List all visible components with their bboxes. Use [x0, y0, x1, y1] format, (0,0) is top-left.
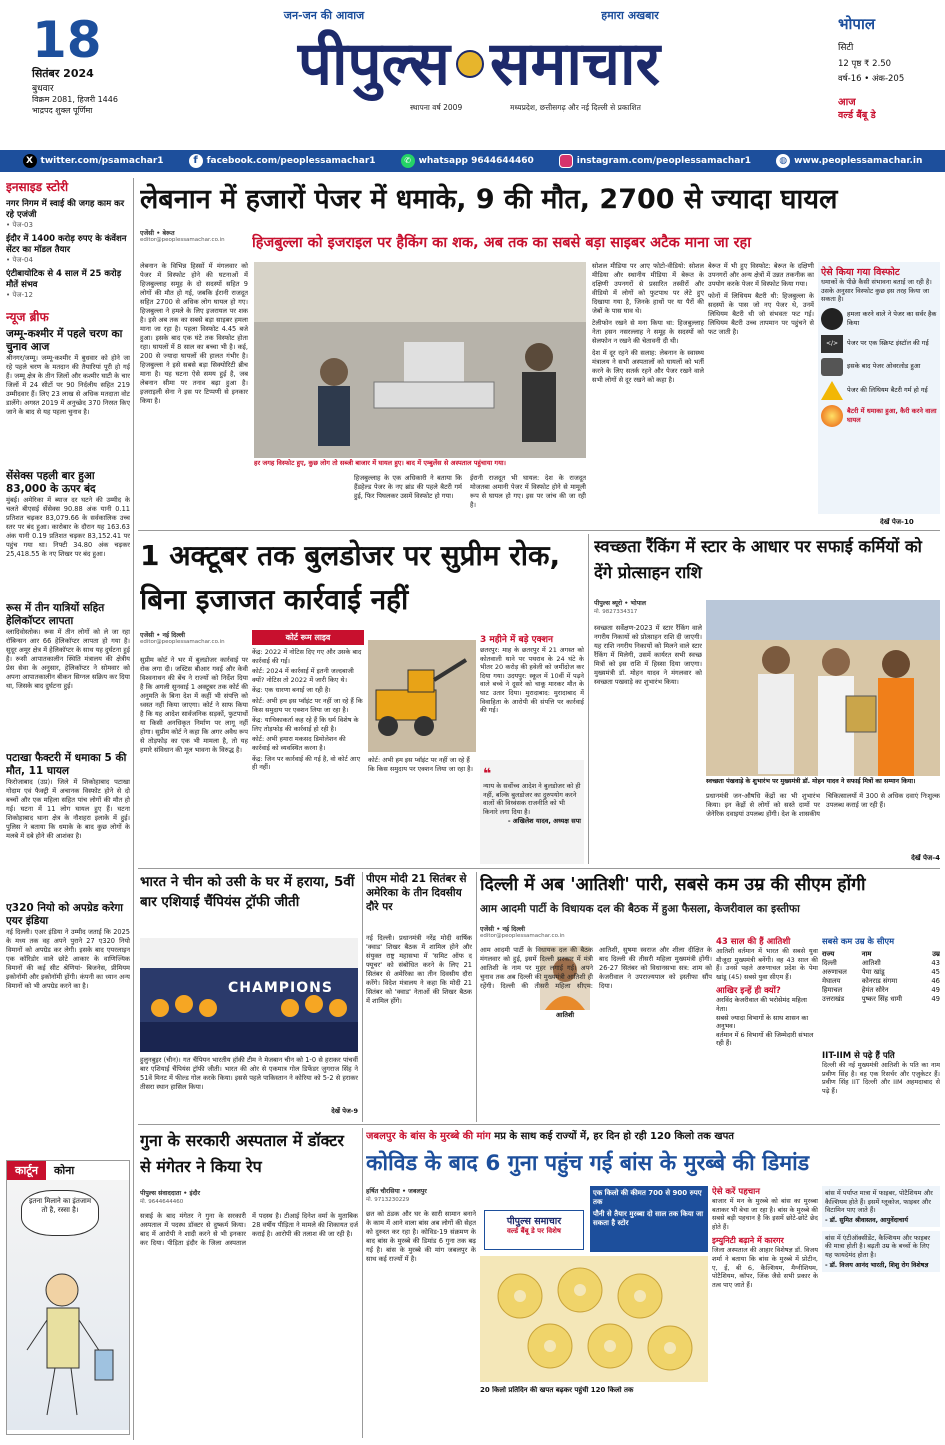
atishi-age-box — [716, 936, 818, 1118]
divider — [138, 530, 940, 531]
lead-photo — [254, 262, 586, 458]
byline-text: पीपुल्स ब्यूरो • भोपाल — [594, 600, 647, 607]
table-cell: मेघालय — [822, 977, 841, 985]
x-icon: X — [23, 154, 37, 168]
byline-phone: मो. 9644644460 — [140, 1199, 184, 1205]
brief-head: रूस में तीन यात्रियों सहित हेलिकॉप्टर लापता — [6, 602, 105, 627]
action-body: छतरपुर: माह के छतरपुर में 21 अगस्त को कोतवाली थाने पर पथराव के 24 घंटे के भीतर 20 करोड़ की हवेली को जमींदोज कर दिया गया। उदयपुर: स्कूल में 10वीं में पढ़ने वाले बच्चे ने दूसरे को चाकू मारकर मौत के घाट उतार दिया। मुरादाबाद: मुरादाबाद में विवाहिता के आरोपी की संपत्ति पर कार्रवाई की गई। — [480, 646, 584, 715]
explainer-box — [818, 262, 940, 514]
lead-byline — [140, 228, 248, 258]
iit-box — [822, 1050, 940, 1120]
tithi: भाद्रपद शुक्ल पूर्णिमा — [32, 106, 93, 115]
divider — [476, 872, 477, 1122]
brief-item — [6, 602, 130, 746]
explainer-step-text: पेजर की लिथियम बैटरी गर्म हो गई — [847, 385, 928, 394]
age-title: 43 साल की हैं आतिशी — [716, 937, 791, 947]
brief-item — [6, 328, 130, 464]
inside-item[interactable] — [6, 234, 130, 265]
doctor-quote-author: - डॉ. सुमित श्रीवास्तव, आयुर्वेदाचार्य — [825, 1216, 909, 1224]
newspaper-title — [178, 24, 780, 104]
hockey-photo — [140, 938, 358, 1052]
byline-text: हर्षित चौरसिया • जबलपुर — [366, 1188, 427, 1195]
bulldozer-byline — [140, 630, 250, 652]
brief-head: ए320 नियो को अपग्रेड करेगा एयर इंडिया — [6, 902, 124, 927]
instagram-icon — [559, 154, 573, 168]
table-header: उम्र — [932, 950, 940, 958]
sidebar-divider — [133, 178, 134, 1440]
court-live-item: कोर्ट: 2024 में कार्रवाई में इतनी जल्दबाजी क्यों? नोटिस तो 2022 में जारी किए थे। — [252, 667, 354, 684]
lead-col5-item: देश में दूर रहने की सलाह: लेबनान के स्वास्थ्य मंत्रालय ने सभी अस्पतालों को घायलों को भर्ती करने के लिए सतर्क रहने और पेजर रखने वाले सभी लोगों से दूर रखने को कहा है। — [592, 349, 704, 384]
lead-col6 — [708, 262, 814, 512]
bamboo-price-box — [590, 1186, 708, 1252]
bamboo-stamp — [484, 1210, 584, 1250]
social-facebook-label: facebook.com/peoplessamachar1 — [206, 156, 376, 166]
inside-item-page: • पेज-04 — [6, 256, 33, 264]
table-cell: हेमंत सोरेन — [861, 986, 889, 994]
social-facebook[interactable] — [189, 154, 376, 168]
cartoon-corner: कोना — [53, 1164, 75, 1177]
cartoon-figure-icon — [7, 1250, 130, 1430]
doctor-quote-text: बांस में एंटीऑक्सीडेंट, कैल्शियम और फाइबर की मात्रा होती है। बढ़ती उम्र के बच्चों के लिए यह फायदेमंद होता है। — [825, 1233, 931, 1259]
court-live-item: कोर्ट: अभी हम इस प्वॉइंट पर नहीं जा रहे हैं कि किस समुदाय पर एक्शन लिया जा रहा है। — [368, 756, 473, 773]
social-website-label: www.peoplessamachar.in — [794, 156, 923, 166]
why-item: वर्तमान में 6 विभागों की जिम्मेदारी संभाल रही हैं। — [716, 1030, 814, 1048]
inside-story-title: इनसाइड स्टोरी — [6, 180, 69, 194]
immunity-title: इम्युनिटी बढ़ाने में कारगर — [712, 1236, 784, 1246]
cartoon-box — [6, 1160, 130, 1435]
founded-year: स्थापना वर्ष 2009 — [410, 103, 463, 112]
box-item: पौनी से तैयार मुरब्बा दो साल तक किया जा सकता है स्टोर — [593, 1210, 704, 1227]
brief-item — [6, 752, 130, 896]
byline-text: एजेंसी • नई दिल्ली — [480, 926, 525, 933]
social-bar — [0, 150, 945, 172]
divider — [362, 1128, 363, 1438]
brief-body: नई दिल्ली। एअर इंडिया ने उम्मीद जताई कि 2025 के मध्य तक वह अपने पुराने 27 ए320 नियो विमानों को अपग्रेड कर लेगी। इसके बाद एयरलाइन एक कॉरिडोर वाले छोटे आकार के वाणिज्यिक विमानों की कई सीट श्रेणियां- बिजनेस, प्रीमियम इकोनॉमी और इकोनॉमी होंगी। कंपनी का ध्यान अन्य विमानों को भी अपग्रेड करने का है। — [6, 928, 130, 990]
court-live-item: केंद्र: जिन पर कार्रवाई की गई है, वो कोर्ट आए ही नहीं। — [252, 754, 361, 772]
lead-col5 — [592, 262, 704, 532]
explainer-title: ऐसे किया गया विस्फोट — [821, 267, 900, 278]
explainer-step — [821, 405, 937, 427]
modi-body: नई दिल्ली। प्रधानमंत्री नरेंद्र मोदी वार्षिक 'क्वाड' शिखर बैठक में शामिल होने और संयुक्त राष्ट्र महासभा में 'समिट ऑफ द फ्यूचर' को संबोधित करने के लिए 21 सितंबर से अमेरिका का तीन दिवसीय दौरा करेंगे। विदेश मंत्रालय ने कहा कि मोदी 21 सितंबर को 'क्वाड' नेताओं की शिखर बैठक में शामिल होंगे। — [366, 934, 472, 1005]
table-row — [822, 967, 940, 976]
edition-block — [838, 14, 938, 134]
slogan-left: जन-जन की आवाज — [283, 9, 365, 22]
atishi-headline: दिल्ली में अब 'आतिशी' पारी, सबसे कम उम्र की सीएम होंगी — [480, 875, 866, 895]
lead-col5-item: सोशल मीडिया पर आए फोटो-वीडियो: सोशल मीडिया और स्थानीय मीडिया में बेरूत के दक्षिणी उपनगरों से प्रसारित तस्वीरों और वीडियो में लोगों को फुटपाथ पर लेटे हुए दिखाया गया है, जिनके हाथों पर या पैरों की जेबों के पास घाव थे। — [592, 262, 704, 315]
bamboo-doctor-quotes — [822, 1186, 940, 1438]
table-cell: हिमाचल — [822, 986, 843, 994]
inside-item-text: एंटीबायोटिक से 4 साल में 25 करोड़ मौतें संभव — [6, 269, 122, 290]
brief-body: व्लादिवोस्तोक। रूस में तीन लोगों को ले जा रहा रॉबिन्सन आर 66 हेलिकॉप्टर लापता हो गया है। सुदूर अमूर क्षेत्र में हेलिकॉप्टर के साथ यह दुर्घटना हुई है। रूसी आपातकालीन स्थिति मंत्रालय की क्षेत्रीय प्रेस सेवा के अनुसार, हेलिकॉप्टर ने सोमवार को अपना आपातकालीन बीकन सिग्नल सक्रिय कर दिया था, जिसके बाद दुर्घटना हुई। — [6, 628, 130, 690]
bamboo-kicker-rest: मप्र के साथ कई राज्यों में, हर दिन हो रही 120 किलो तक खपत — [494, 1131, 734, 1142]
bulldozer-headline: 1 अक्टूबर तक बुलडोजर पर सुप्रीम रोक, बिना इजाजत कार्रवाई नहीं — [140, 539, 561, 616]
explainer-intro: धमाकों के पीछे कैसी संभावना बताई जा रही है। उसके अनुसार विस्फोट कुछ इस तरह किया जा सकता है। — [821, 278, 932, 303]
cm-table — [822, 949, 940, 1003]
city-name: भोपाल — [838, 15, 876, 33]
modi-headline: पीएम मोदी 21 सितंबर से अमेरिका के तीन दिवसीय दौरे पर — [366, 873, 467, 913]
whatsapp-icon: ✆ — [401, 154, 415, 168]
action-title: 3 महीने में बड़े एक्शन — [480, 635, 553, 645]
court-live-title: कोर्ट रूम लाइव — [252, 630, 364, 645]
cartoon-drawing — [7, 1180, 129, 1430]
quote-text: न्याय के सर्वोच्च आदेश ने बुलडोजर को ही नहीं, बल्कि बुलडोजर का दुरुपयोग करने वालों की विध्वंसक राजनीति को भी किनारे लगा दिया है। — [483, 782, 581, 816]
weekday: बुधवार — [32, 84, 54, 94]
bamboo-identity — [712, 1186, 818, 1438]
explainer-step — [821, 358, 937, 376]
divider — [138, 1124, 940, 1125]
table-cell: दिल्ली — [822, 959, 837, 967]
inside-item-text: ईदौर में 1400 करोड़ रुपए के कंवेंशन सेंटर का मॉडल तैयार — [6, 234, 127, 255]
title-part2: समाचार — [489, 29, 661, 99]
logo-emblem-icon — [456, 50, 484, 78]
table-cell: 49 — [931, 994, 940, 1003]
edition-name: सिटी — [838, 43, 854, 53]
byline-email: editor@peoplessamachar.co.in — [480, 933, 565, 939]
brief-head: जम्मू-कश्मीर में पहले चरण का चुनाव आज — [6, 328, 123, 353]
date-month-year: सितंबर 2024 — [32, 67, 94, 80]
lead-headline: लेबनान में हजारों पेजर में धमाके, 9 की मौत, 2700 से ज्यादा घायल — [140, 184, 838, 215]
table-row — [822, 958, 940, 967]
year-issue: वर्ष-16 • अंक-205 — [838, 74, 905, 84]
bulldozer-body: सुप्रीम कोर्ट ने भर में बुलडोजर कार्रवाई पर रोक लगा दी। जस्टिस बीआर गवई और केवी विश्वनाथन की बेंच ने राज्यों को निर्देश दिया है कि अगली सुनवाई 1 अक्टूबर तक कोर्ट की अनुमति के बिना देश में कहीं भी संपत्ति को ध्वस्त नहीं किया जाएगा। कोर्ट ने साफ किया है कि यह आदेश सार्वजनिक सड़कों, फुटपाथों या किसी अनधिकृत निर्माण पर लागू नहीं होगा। सुप्रीम कोर्ट ने कहा कि अगर अवैध रूप से तोड़फोड़ का एक भी मामला है, तो यह हमारे संविधान की मूल भावना के विरुद्ध है। — [140, 656, 248, 754]
explainer-step — [821, 381, 937, 400]
cleanliness-byline — [594, 598, 704, 618]
stamp-title: पीपुल्स समाचार — [506, 1216, 562, 1227]
byline-text: पीपुल्स संवाददाता • इंदौर — [140, 1190, 201, 1197]
inside-item-page: • पेज-03 — [6, 221, 33, 229]
facebook-icon: f — [189, 154, 203, 168]
table-row — [822, 976, 940, 985]
slogan-right: हमारा अखबार — [601, 9, 659, 22]
lead-photo-scene-icon — [254, 262, 586, 458]
table-cell: आतिशी — [861, 959, 881, 967]
iit-body: दिल्ली की नई मुख्यमंत्री आतिशी के पति का नाम प्रवीण सिंह है। वह एक रिसर्चर और एजुकेटर हैं। प्रवीण सिंह IIT दिल्ली और IIM अहमदाबाद से पढ़े हैं। — [822, 1061, 940, 1095]
lead-body-col1: लेबनान के विभिन्न हिस्सों में मंगलवार को पेजर में विस्फोट होने की घटनाओं में हिजबुल्लाह समूह के दो सदस्यों सहित 9 लोगों की मौत हो गई, जबकि ईरानी राजदूत सहित 2700 से अधिक लोग घायल हो गए। हिजबुल्ला ने हमले के लिए इजरायल पर शक है। इसे अब तक का सबसे बड़ा साइबर हमला माना जा रहा है। पहला विस्फोट 4.45 बजे हुआ। इसके बाद एक घंटे तक विस्फोट होता रहा। घायलों में 8 साल का बच्चा भी है। कई, 200 से ज्यादा घायलों की हालत गंभीर है। हिजबुल्ला ने इसे सबसे बड़ा सिक्योरिटी ब्रीच माना है। यह घटना ऐसे समय हुई है, जब लेबनान सीमा पर तनाव बढ़ा हुआ है। इजराइली सेना ने इस पर टिप्पणी से इनकार किया है। — [140, 262, 248, 405]
pager-icon — [821, 358, 843, 376]
atishi-subhead: आम आदमी पार्टी के विधायक दल की बैठक में हुआ फैसला, केजरीवाल का इस्तीफा — [480, 903, 800, 915]
bamboo-photo — [480, 1256, 708, 1382]
lead-body-col4: ईरानी राजदूत भी घायल: देश के राजदूत मोजतबा अमानी पेजर में विस्फोट होने से मामूली रूप से घायल हो गए। इस पर जांच की जा रही है। — [470, 474, 586, 509]
quote-box — [480, 760, 584, 864]
social-twitter[interactable] — [23, 154, 164, 168]
social-whatsapp-label: whatsapp 9644644460 — [418, 156, 534, 166]
byline-phone: मो. 9827334317 — [594, 609, 638, 615]
lead-continued: देखें पेज-10 — [880, 518, 914, 526]
table-header: नाम — [861, 950, 872, 958]
guna-byline — [140, 1188, 358, 1208]
doctor-quote — [822, 1186, 940, 1227]
explosion-icon — [821, 405, 843, 427]
why-item: अरविंद केजरीवाल की भरोसेमंद महिला नेता। — [716, 996, 807, 1013]
divider — [588, 534, 589, 864]
byline-phone: मो. 9713230229 — [366, 1197, 410, 1203]
lead-col6-item: बेरूत में भी हुए विस्फोट: बेरूत के दक्षिणी उपनगरों और अन्य क्षेत्रों में उन्नत तकनीक का उपयोग करके पेजर में विस्फोट किया गया। — [708, 262, 814, 288]
byline-email: editor@peoplessamachar.co.in — [140, 237, 225, 243]
age-body: आतिशी वर्तमान में भारत की सबसे युवा मौजूदा मुख्यमंत्री बनेंगी। वह 43 साल की हैं। उनसे पहले अरुणाचल प्रदेश के पेमा खांडू (45) सबसे युवा सीएम हैं। — [716, 947, 818, 981]
divider — [362, 872, 363, 1122]
identity-title: ऐसे करें पहचान — [712, 1187, 761, 1197]
lead-col5-item: टेलीफोन रखने से मना किया था: हिजबुल्लाह नेता हसन नसरल्लाह ने समूह के सदस्यों को सेलफोन न रखने की चेतावनी दी थी। — [592, 319, 704, 345]
cleanliness-headline: स्वच्छता रैंकिंग में स्टार के आधार पर सफाई कर्मियों को देंगे प्रोत्साहन राशि — [594, 537, 922, 582]
table-cell: पेमा खांडू — [861, 968, 885, 976]
doctor-quote-author: - डॉ. विजय आनंद भारती, शिशु रोग विशेषज्ञ — [825, 1261, 929, 1269]
brief-head: सेंसेक्स पहली बार हुआ 83,000 के ऊपर बंद — [6, 470, 96, 495]
youngest-cm-table — [822, 936, 940, 1044]
table-cell: कोनराड संगमा — [861, 977, 898, 985]
cleanliness-continued: देखें पेज-4 — [911, 854, 940, 862]
bulldozer-icon — [368, 640, 476, 752]
inside-item-text: नगर निगम में स्वाई की जगह काम कर रहे एजंजी — [6, 199, 125, 220]
doctor-quote-text: बांस में पर्याप्त मात्रा में फाइबर, पोटैशियम और कैल्शियम होते हैं। इसमें ग्लूकोज, फाइबर और विटामिन पाए जाते हैं। — [825, 1189, 933, 1215]
court-live-item: केंद्र: 2022 में नोटिस दिए गए और उसके बाद कार्रवाई की गई। — [252, 648, 362, 665]
masthead — [0, 0, 945, 150]
warning-icon — [821, 381, 843, 400]
identity-body: बाजार में मन के मुरब्बे को बांस का मुरब्बा बताकर भी बेचा जा रहा है। बांस के मुरब्बे की सबसे बड़ी पहचान है कि इसमें छोटे-छोटे छेद होते हैं। — [712, 1197, 818, 1231]
table-cell: 45 — [931, 967, 940, 976]
hockey-banner: CHAMPIONS — [228, 980, 333, 996]
brief-body: श्रीनगर/जम्मू। जम्मू-कश्मीर में बुधवार को होने जा रहे पहले चरण के मतदान की तैयारियां पूरी हो गई हैं। जम्मू क्षेत्र के तीन जिलों और कश्मीर घाटी के चार जिलों में 24 सीटों पर 90 निर्दलीय सहित 219 उम्मीदवार हैं। लिए 23 लाख से अधिक मतदाता वोट डालेंगे। अगस्त 2019 में अनुच्छेद 370 निरस्त किए जाने के बाद से यह पहला चुनाव है। — [6, 354, 130, 416]
court-live-item: केंद्र: याचिकाकर्ता कह रहे हैं कि धर्म विशेष के लिए तोड़फोड़ की कार्रवाई हो रही है। — [252, 716, 359, 733]
lead-photo-caption: हर जगह विस्फोट हुए, कुछ लोग तो सब्जी बाजार में घायल हुए। बाद में एम्बुलेंस से अस्पताल पहुंचाया गया। — [254, 459, 506, 467]
bulldozer-body-col2 — [368, 756, 476, 864]
byline-email: editor@peoplessamachar.co.in — [140, 639, 225, 645]
vikram-hijri: विक्रम 2081, हिजरी 1446 — [32, 95, 118, 104]
published-from: मध्यप्रदेश, छत्तीसगढ़ और नई दिल्ली से प्रकाशित — [510, 103, 641, 112]
table-row — [822, 994, 940, 1003]
quote-icon: ❝ — [483, 766, 492, 782]
bamboo-byline — [366, 1186, 476, 1206]
explainer-step — [821, 335, 937, 353]
stamp-sub: वर्ल्ड बैंबू डे पर विशेष — [507, 1227, 561, 1235]
explainer-step-text: बैटरी में धमाका हुआ, कैरी करने वाला घायल — [847, 407, 937, 424]
box-item: एक किलो की कीमत 700 से 900 रुपए तक — [593, 1189, 702, 1206]
table-cell: पुष्कर सिंह धामी — [861, 995, 902, 1003]
why-title: आखिर इन्हें ही क्यों? — [716, 986, 781, 997]
brief-body: मुंबई। अमेरिका में ब्याज दर घटने की उम्मीद के चलते बीएसई सेंसेक्स 90.88 अंक यानी 0.11 प्रतिशत चढ़कर 83,079.66 के सर्वकालिक उच्च स्तर पर बंद हुआ। कारोबार के दौरान यह 163.63 अंक यानी 0.19 प्रतिशत चढ़कर 83,152.41 पर पहुंच गया था। निफ्टी 34.80 अंक चढ़कर 25,418.55 के नए शिखर पर बंद हुआ। — [6, 496, 130, 558]
immunity-body: जिला अस्पताल की आहार विशेषज्ञ डॉ. विजय शर्मा ने बताया कि बांस के मुरब्बे में प्रोटीन, ए, ई, बी 6, कैल्शियम, मैग्नीशियम, पोटैशियम, कॉपर, जिंक जैसे सभी प्रकार के तत्व पाए जाते हैं। — [712, 1246, 818, 1289]
bamboo-headline: कोविड के बाद 6 गुना पहुंच गई बांस के मुरब्बे की डिमांड — [366, 1151, 810, 1176]
news-brief-title: न्यूज ब्रीफ — [6, 310, 49, 324]
table-title: सबसे कम उम्र के सीएम — [822, 936, 895, 946]
byline-text: एजेंसी • नई दिल्ली — [140, 632, 185, 639]
explainer-step-text: इसके बाद पेजर ओवरलोड हुआ — [847, 362, 921, 371]
atishi-photo-caption: आतिशी — [555, 1011, 575, 1019]
cartoon-title: कार्टून — [7, 1161, 46, 1180]
hockey-headline: भारत ने चीन को उसी के घर में हराया, 5वीं बार एशियाई चैंपियंस ट्रॉफी जीती — [140, 874, 355, 910]
hockey-continued: देखें पेज-9 — [300, 1106, 358, 1115]
cartoon-bubble: इतना मिलाने का इंतजाम तो है, रस्सा है। — [21, 1190, 99, 1236]
hockey-body: हुलुनबुइर (चीन)। गत चैंपियन भारतीय हॉकी टीम ने मेजबान चीन को 1-0 से हराकर पांचवीं बार एशियाई चैंपियंस ट्रॉफी जीती। भारत की ओर से एकमात्र गोल डिफेंडर जुगराज सिंह ने 51वें मिनट में फील्ड गोल करके किया। इससे पहले पाकिस्तान ने कोरिया को 5-2 से हराकर तीसरा स्थान हासिल किया। — [140, 1056, 358, 1091]
bamboo-kicker-row — [366, 1128, 940, 1146]
title-part1: पीपुल्स — [297, 29, 450, 99]
bulldozer-photo — [368, 640, 476, 752]
table-cell: 46 — [931, 976, 940, 985]
code-icon: </> — [821, 335, 843, 353]
divider — [138, 868, 940, 869]
lead-body-col3: हिजबुल्लाह के एक अधिकारी ने बताया कि हैंडहेल्ड पेजर के नए ब्रांड की पहले बैटरी गर्म हुई, फिर पिघलकर उसमें विस्फोट हो गया। — [354, 474, 462, 500]
cleanliness-photo-caption: स्वच्छता पंखवाड़े के शुभारंभ पर मुख्यमंत्री डॉ. मोहन यादव ने सफाई मित्रों का सम्मान किया। — [706, 778, 916, 785]
explainer-step-text: पेजर पर एक स्क्रिप्ट इंस्टॉल की गई — [847, 339, 929, 348]
today-label: आज — [838, 97, 856, 108]
inside-item-page: • पेज-12 — [6, 291, 33, 299]
bamboo-photo-caption: 20 किलो प्रतिदिन की खपत बढ़कर पहुंची 120 किलो तक — [480, 1386, 634, 1394]
date-day: 18 — [32, 14, 102, 69]
cleanliness-body-right: प्रधानमंत्री जन-औषधि केंद्रों का भी शुभारंभ किया। इन केंद्रों से लोगों को सस्ते दामों पर जेनेरिक दवाइयां उपलब्ध होंगी। देश के शासकीय चिकित्सालयों में 300 से अधिक दवाएं निःशुल्क उपलब्ध कराई जा रही हैं। — [706, 792, 940, 818]
cleanliness-photo — [706, 600, 940, 776]
ceremony-scene-icon — [706, 600, 940, 776]
iit-title: IIT-IIM से पढ़े हैं पति — [822, 1051, 895, 1061]
table-cell: 43 — [931, 958, 940, 967]
today-event: वर्ल्ड बैंबू डे — [838, 110, 876, 121]
doctor-quote — [822, 1231, 940, 1272]
pages-price: 12 पृष्ठ ₹ 2.50 — [838, 59, 892, 69]
table-header: राज्य — [822, 950, 835, 958]
inside-item[interactable] — [6, 199, 130, 230]
table-cell: अरुणाचल — [822, 968, 847, 976]
atishi-byline — [480, 924, 590, 942]
lead-col6-item: फोनों में लिथियम बैटरी थी: हिजबुल्ला के सदस्यों के पास जो नए पेजर थे, उनमें लिथियम बैटरी थी जो संभवतः फट गई। लिथियम बैटरी उच्च तापमान पर पहुंचने से फट जाती है। — [708, 292, 814, 336]
inside-item[interactable] — [6, 269, 130, 300]
lead-subhead: हिजबुल्ला को इजराइल पर हैकिंग का शक, अब तक का सबसे बड़ा साइबर अटैक माना जा रहा — [252, 235, 751, 251]
social-instagram[interactable] — [559, 154, 751, 168]
bamboo-kicker: जबलपुर के बांस के मुरब्बे की मांग — [366, 1131, 491, 1142]
brief-item — [6, 470, 130, 596]
court-live-box — [252, 630, 364, 866]
hacker-icon — [821, 308, 843, 330]
brief-item — [6, 902, 130, 1038]
bamboo-body: छत को ठंडक और घर के सारी सामान बनाने के काम में आने वाला बांस अब लोगों की सेहत को दुरुस्त कर रहा है। कोविड-19 संक्रमण के बाद बांस के मुरब्बे की डिमांड 6 गुना तक बढ़ गई है। बांस के मुरब्बे की मांग जबलपुर के साथ कई राज्यों में है। — [366, 1210, 476, 1263]
brief-head: पटाखा फैक्टरी में धमाका 5 की मौत, 11 घायल — [6, 752, 127, 777]
social-twitter-label: twitter.com/psamachar1 — [40, 156, 164, 166]
brief-body: फिरोजाबाद (उप्र)। जिले में शिकोहाबाद पटाखा गोदाम एवं फैक्ट्री में अचानक विस्फोट होने से दो बच्चों और एक महिला सहित पांच लोगों की मौत हो गई। घटना में 11 लोग घायल हुए हैं। घटना शिकोहाबाद थाना क्षेत्र के नौशहरा इलाके में हुई। पुलिस ने बताया कि धमाके के बाद कुछ लोगों के मलबे में दबे होने की आशंका है। — [6, 778, 130, 840]
cleanliness-body-left: स्वच्छता सर्वेक्षण-2023 में स्टार रैंकिंग वाले नगरीय निकायों को प्रोत्साहन राशि दी जाएगी। यह राशि नगरीय निकायों को मिलने वाले स्टार रैंकिंग में मिलेगी, उसमें कार्यरत सभी स्वच्छ मित्रों को इस राशि में हिस्सा दिया जाएगा। मुख्यमंत्री डॉ. मोहन यादव ने मंगलवार को स्वच्छता पखवाड़े का शुभारंभ किया। — [594, 624, 702, 686]
byline-text: एजेंसी • बेरूत — [140, 230, 175, 237]
explainer-step-text: हमला करने वाले ने पेजर का सर्वर हैक किया — [847, 310, 937, 327]
table-header-row — [822, 949, 940, 958]
date-block — [12, 14, 132, 132]
atishi-body: आम आदमी पार्टी के विधायक दल की बैठक मंगलवार को हुई, इसमें दिल्ली सरकार में मंत्री आतिशी के नाम पर मुहर लगाई गई। अपने चुनाव तक अब दिल्ली की मुख्यमंत्री आतिशी ही रहेंगी। दिल्ली की तीसरी महिला सीएम: आतिशी, सुषमा स्वराज और शीला दीक्षित के बाद दिल्ली की तीसरी महिला मुख्यमंत्री होंगी। 26-27 सितंबर को विधानसभा सत्र: शाम को केजरीवाल ने उपराज्यपाल को इस्तीफा सौंप दिया। — [480, 946, 712, 990]
table-cell: 49 — [931, 985, 940, 994]
social-instagram-label: instagram.com/peoplessamachar1 — [576, 156, 752, 166]
globe-icon: ◍ — [776, 154, 790, 168]
court-live-item: केंद्र: एक धारणा बनाई जा रही है। — [252, 686, 331, 695]
court-live-item: कोर्ट: अभी हम इस प्वॉइंट पर नहीं जा रहे हैं कि किस समुदाय पर एक्शन लिया जा रहा है। — [252, 696, 363, 714]
quote-author: - अखिलेश यादव, अध्यक्ष सपा — [507, 817, 581, 826]
social-whatsapp[interactable] — [401, 154, 534, 168]
explainer-step — [821, 308, 937, 330]
guna-body: सत्राई के बाद मंगेतर ने गुना के सरकारी अस्पताल में पदस्थ डॉक्टर से दुष्कर्म किया। बाद में आरोपी ने शादी करने से भी इनकार कर दिया। पीड़िता इंदौर के जिला अस्पताल में पदस्थ है। टीआई दिनेश वर्मा के मुताबिक 28 वर्षीय पीड़िता ने मामले की शिकायत दर्ज कराई है। आरोपी की तलाश की जा रही है। — [140, 1212, 358, 1247]
court-live-item: कोर्ट: अभी हमारा मकसद डिमोलेशन की कार्रवाई को व्यवस्थित करना है। — [252, 735, 346, 752]
murabba-icon — [480, 1256, 708, 1382]
table-row — [822, 985, 940, 994]
table-cell: उत्तराखंड — [822, 995, 845, 1003]
guna-headline: गुना के सरकारी अस्पताल में डॉक्टर से मंगेतर ने किया रेप — [140, 1131, 344, 1176]
why-item: सबसे ज्यादा विभागों के साथ शासन का अनुभव। — [716, 1013, 809, 1031]
social-website[interactable] — [776, 154, 922, 168]
